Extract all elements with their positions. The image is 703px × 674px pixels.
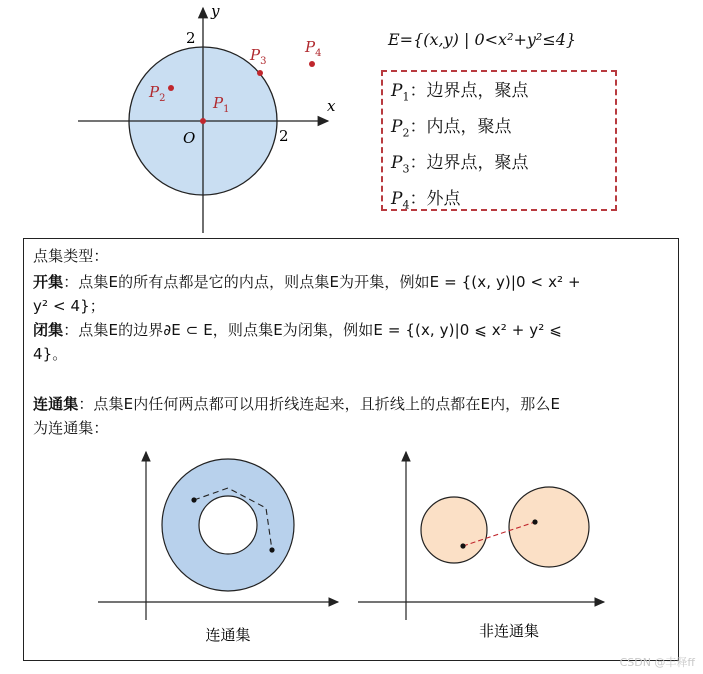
point-p2 bbox=[168, 85, 174, 91]
label-p3: $P_3$ bbox=[250, 46, 267, 67]
closed-set-text: ：点集E的边界∂E ⊂ E，则点集E为闭集，例如E = {(x, y)|0 ⩽ x² + y² ⩽ bbox=[63, 321, 562, 339]
classification-text: ：边界点，聚点 bbox=[409, 81, 529, 101]
connected-set-text: ：点集E内任何两点都可以用折线连起来，且折线上的点都在E内，那么E bbox=[78, 395, 561, 413]
label-p2: $P_2$ bbox=[149, 83, 166, 104]
axis-x-label: x bbox=[327, 97, 336, 115]
classification-p1 bbox=[391, 76, 528, 103]
classification-text: ：边界点，聚点 bbox=[409, 153, 529, 173]
classification-text: ：外点 bbox=[409, 189, 461, 209]
closed-set-line-1 bbox=[33, 319, 562, 340]
point-name: $P_1$ bbox=[391, 81, 410, 104]
connected-set-line-2: 为连通集： bbox=[33, 419, 109, 437]
set-definition: E={(x,y) | 0<x²+y²≤4} bbox=[388, 30, 577, 49]
point-p4 bbox=[309, 61, 315, 67]
annulus-hole bbox=[199, 496, 257, 554]
axis-y-label: y bbox=[211, 2, 220, 20]
connected-set-line-1 bbox=[33, 393, 560, 414]
classification-p2 bbox=[391, 112, 511, 139]
open-set-term: 开集 bbox=[33, 273, 64, 291]
connectivity-diagrams bbox=[0, 440, 703, 670]
link-end-point bbox=[532, 519, 537, 524]
open-set-line-1 bbox=[33, 271, 581, 292]
classification-box bbox=[381, 70, 617, 211]
closed-set-line-2: 4}。 bbox=[33, 345, 68, 363]
connected-caption: 连通集 bbox=[205, 626, 251, 644]
non-connected-caption: 非连通集 bbox=[478, 622, 540, 640]
classification-text: ：内点，聚点 bbox=[409, 117, 512, 137]
point-p3 bbox=[257, 70, 263, 76]
connected-set-term: 连通集 bbox=[33, 395, 79, 413]
label-p1: $P_1$ bbox=[213, 94, 230, 115]
closed-set-term: 闭集 bbox=[33, 321, 64, 339]
origin-label: O bbox=[183, 129, 196, 147]
point-name: $P_2$ bbox=[391, 117, 410, 140]
link-start-point bbox=[460, 543, 465, 548]
bottom-figures bbox=[0, 440, 703, 670]
classification-p4 bbox=[391, 184, 460, 211]
tick-y-label: 2 bbox=[186, 29, 196, 47]
open-set-line-2: y² < 4}； bbox=[33, 297, 105, 315]
disk-small bbox=[421, 497, 487, 563]
disk-large bbox=[509, 487, 589, 567]
classification-p3 bbox=[391, 148, 528, 175]
point-p1 bbox=[200, 118, 206, 124]
notes-heading: 点集类型： bbox=[33, 247, 109, 265]
point-name: $P_3$ bbox=[391, 153, 410, 176]
watermark: CSDN @丰释ff bbox=[619, 656, 695, 669]
path-end-point bbox=[269, 547, 274, 552]
point-name: $P_4$ bbox=[391, 189, 410, 212]
path-start-point bbox=[191, 497, 196, 502]
open-set-text: ：点集E的所有点都是它的内点，则点集E为开集，例如E = {(x, y)|0 < x² + bbox=[63, 273, 581, 291]
label-p4: $P_4$ bbox=[305, 38, 322, 59]
tick-x-label: 2 bbox=[279, 127, 289, 145]
